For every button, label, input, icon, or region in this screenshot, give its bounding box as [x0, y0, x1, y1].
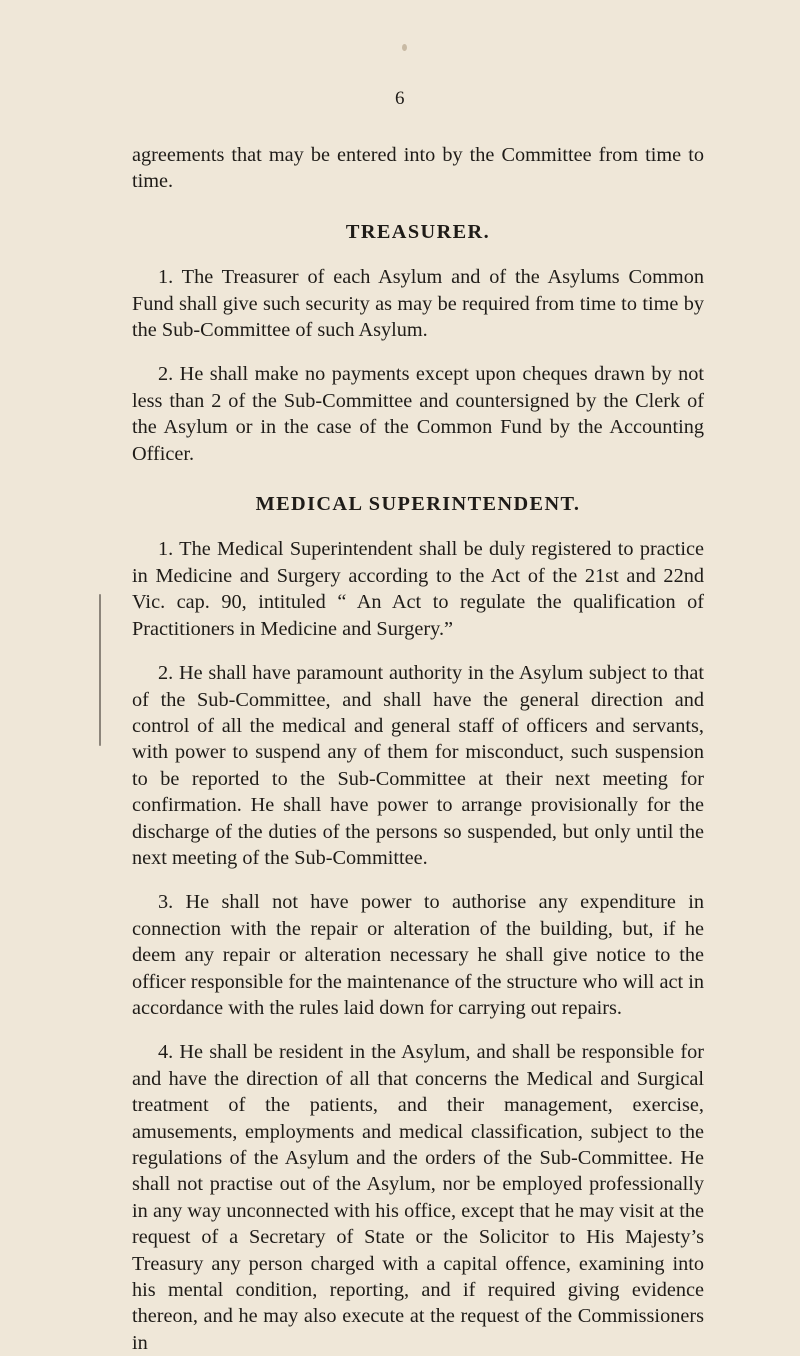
- page-body: [132, 142, 704, 1356]
- treasurer-paragraph-1: 1. The Treasurer of each Asylum and of the Asylums Common Fund shall give such security as may be required from time to time by the Sub-Committee of such Asylum.: [132, 266, 704, 342]
- paper-speck: [402, 44, 407, 51]
- intro-paragraph: agreements that may be entered into by the Committee from time to time.: [132, 144, 704, 193]
- medical-superintendent-paragraph-3: 3. He shall not have power to authorise any expenditure in connection with the repair or alteration of the building, but, if he deem any repair or alteration necessary he shall give notice to the officer responsible for the maintenance of the structure who will act in accordance with the rules laid down for carrying out repairs.: [132, 891, 704, 1019]
- medical-superintendent-paragraph-4: 4. He shall be resident in the Asylum, and shall be responsible for and have the direction of all that concerns the Medical and Surgical treatment of the patients, and their management, exercise, amusements, employments and medical classification, subject to the regulations of the Asylum and the orders of the Sub-Committee. He shall not practise out of the Asylum, nor be employed professionally in any way unconnected with his office, except that he may visit at the request of a Secretary of State or the Solicitor to His Majesty’s Treasury any person charged with a capital offence, examining into his mental condition, reporting, and if required giving evidence thereon, and he may also execute at the request of the Commissioners in: [132, 1041, 704, 1354]
- page-number: 6: [395, 88, 405, 109]
- medical-superintendent-paragraph-2: 2. He shall have paramount authority in the Asylum subject to that of the Sub-Committee, and shall have the general direction and control of all the medical and general staff of officers and servants, with power to suspend any of them for misconduct, such suspension to be reported to the Sub-Committee at their next meeting for confirmation. He shall have power to arrange provisionally for the discharge of the duties of the persons so suspended, but only until the next meeting of the Sub-Committee.: [132, 662, 704, 869]
- treasurer-paragraph-2: 2. He shall make no payments except upon cheques drawn by not less than 2 of the Sub-Committee and countersigned by the Clerk of the Asylum or in the case of the Common Fund by the Accounting Officer.: [132, 363, 704, 465]
- margin-rule: [99, 594, 101, 746]
- treasurer-heading: TREASURER.: [345, 220, 491, 243]
- medical-superintendent-paragraph-1: 1. The Medical Superintendent shall be duly registered to practice in Medicine and Surgery according to the Act of the 21st and 22nd Vic. cap. 90, intituled “ An Act to regulate the qualification of Practitioners in Medicine and Surgery.”: [132, 538, 704, 640]
- medical-superintendent-heading: MEDICAL SUPERINTENDENT.: [255, 493, 581, 516]
